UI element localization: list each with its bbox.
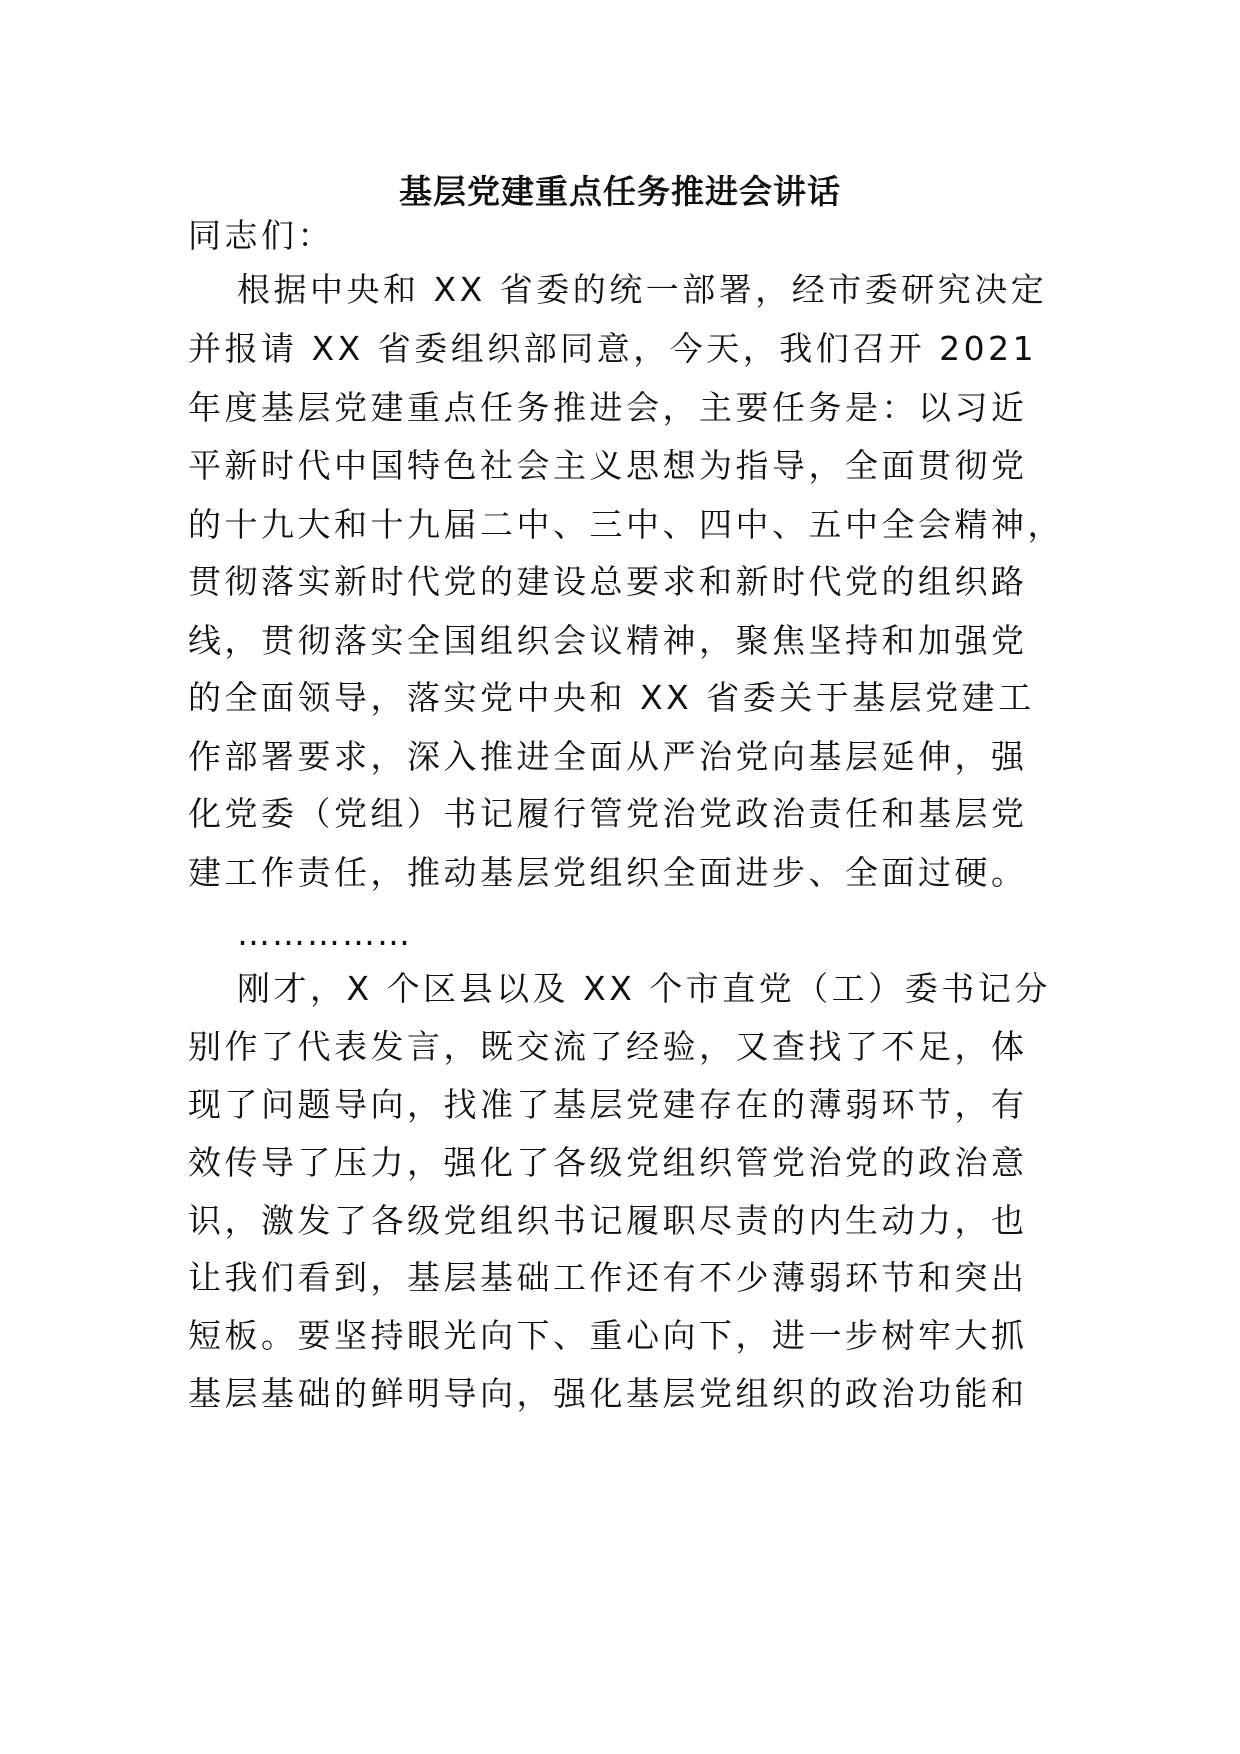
- paragraph-2-line-5: 识，激发了各级党组织书记履职尽责的内生动力，也: [188, 1201, 1028, 1240]
- salutation: 同志们：: [188, 216, 334, 255]
- paragraph-1-line-5: 的十九大和十九届二中、三中、四中、五中全会精神，: [188, 505, 1064, 544]
- document-title: 基层党建重点任务推进会讲话: [399, 172, 841, 211]
- paragraph-1-line-1: 根据中央和 XX 省委的统一部署，经市委研究决定: [237, 270, 1048, 309]
- paragraph-2-line-1: 刚才，X 个区县以及 XX 个市直党（工）委书记分: [237, 969, 1051, 1008]
- paragraph-1-line-10: 化党委（党组）书记履行管党治党政治责任和基层党: [188, 794, 1028, 833]
- paragraph-2-line-2: 别作了代表发言，既交流了经验，又查找了不足，体: [188, 1027, 1028, 1066]
- paragraph-1-line-9: 作部署要求，深入推进全面从严治党向基层延伸，强: [188, 737, 1028, 776]
- paragraph-1-line-3: 年度基层党建重点任务推进会，主要任务是：以习近: [188, 388, 1028, 427]
- paragraph-1-line-6: 贯彻落实新时代党的建设总要求和新时代党的组织路: [188, 562, 1028, 601]
- paragraph-2-line-6: 让我们看到，基层基础工作还有不少薄弱环节和突出: [188, 1258, 1028, 1297]
- paragraph-1-line-11: 建工作责任，推动基层党组织全面进步、全面过硬。: [188, 853, 1028, 892]
- paragraph-2-line-7: 短板。要坚持眼光向下、重心向下，进一步树牢大抓: [188, 1316, 1028, 1355]
- paragraph-1-line-2: 并报请 XX 省委组织部同意，今天，我们召开 2021: [188, 329, 1038, 368]
- paragraph-1-line-7: 线，贯彻落实全国组织会议精神，聚焦坚持和加强党: [188, 621, 1028, 660]
- paragraph-2-line-3: 现了问题导向，找准了基层党建存在的薄弱环节，有: [188, 1085, 1028, 1124]
- paragraph-1-line-4: 平新时代中国特色社会主义思想为指导，全面贯彻党: [188, 446, 1028, 485]
- paragraph-2-line-8: 基层基础的鲜明导向，强化基层党组织的政治功能和: [188, 1374, 1028, 1413]
- paragraph-2-line-4: 效传导了压力，强化了各级党组织管党治党的政治意: [188, 1143, 1028, 1182]
- paragraph-1-line-8: 的全面领导，落实党中央和 XX 省委关于基层党建工: [188, 678, 1035, 717]
- ellipsis: ……………: [237, 914, 412, 953]
